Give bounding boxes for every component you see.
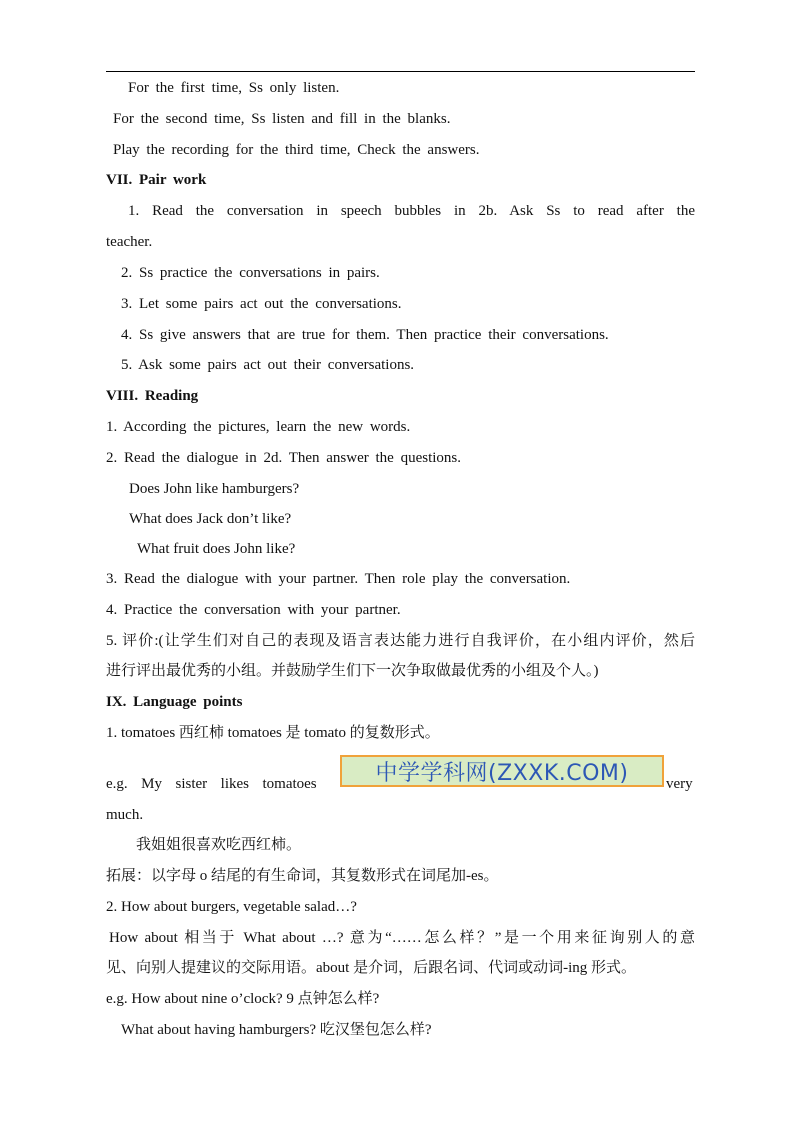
- reading-step-5-cont: 进行评出最优秀的小组。并鼓励学生们下一次争取做最优秀的小组及个人。): [106, 663, 599, 679]
- pair-step-1-cont: teacher.: [106, 234, 153, 250]
- reading-step-5: 5. 评价:(让学生们对自己的表现及语言表达能力进行自我评价，在小组内评价，然后: [106, 633, 695, 649]
- example-translation: 我姐姐很喜欢吃西红柿。: [136, 837, 302, 853]
- header-rule: [106, 71, 695, 72]
- step-first-listen: For the first time, Ss only listen.: [128, 80, 340, 96]
- reading-step-3: 3. Read the dialogue with your partner. Then role play the conversation.: [106, 571, 571, 587]
- how-about-explanation-cont: 见、向别人提建议的交际用语。about 是介词，后跟名词、代词或动词-ing 形式。: [106, 960, 636, 976]
- section-heading-reading: VIII. Reading: [106, 388, 199, 404]
- point-how-about: 2. How about burgers, vegetable salad…?: [106, 899, 357, 915]
- reading-step-4: 4. Practice the conversation with your partner.: [106, 602, 401, 618]
- pair-step-3: 3. Let some pairs act out the conversations.: [121, 296, 402, 312]
- example-what-about: What about having hamburgers? 吃汉堡包怎么样?: [121, 1022, 432, 1038]
- step-third-listen: Play the recording for the third time, Check the answers.: [113, 142, 480, 158]
- question-3: What fruit does John like?: [137, 541, 296, 557]
- reading-step-2: 2. Read the dialogue in 2d. Then answer the questions.: [106, 450, 461, 466]
- how-about-explanation: How about 相当于 What about …? 意为“……怎么样？”是一个用来征询别人的意: [109, 930, 695, 946]
- watermark-logo: 中学学科网(ZXXK.COM): [340, 755, 664, 787]
- example-how-about: e.g. How about nine o’clock? 9 点钟怎么样?: [106, 991, 380, 1007]
- pair-step-1: 1. Read the conversation in speech bubbles in 2b. Ask Ss to read after the: [128, 203, 695, 219]
- pair-step-2: 2. Ss practice the conversations in pairs.: [121, 265, 380, 281]
- section-heading-pair-work: VII. Pair work: [106, 172, 207, 188]
- pair-step-5: 5. Ask some pairs act out their conversations.: [121, 357, 415, 373]
- reading-step-1: 1. According the pictures, learn the new words.: [106, 419, 411, 435]
- example-tomatoes-cont: much.: [106, 807, 144, 823]
- example-tomatoes: e.g. My sister likes tomatoes: [106, 776, 317, 792]
- step-second-listen: For the second time, Ss listen and fill in the blanks.: [113, 111, 451, 127]
- question-1: Does John like hamburgers?: [129, 481, 300, 497]
- section-heading-language-points: IX. Language points: [106, 694, 243, 710]
- example-tomatoes-end: very: [666, 776, 693, 792]
- question-2: What does Jack don’t like?: [129, 511, 292, 527]
- point-tomatoes: 1. tomatoes 西红柿 tomatoes 是 tomato 的复数形式。: [106, 725, 440, 741]
- pair-step-4: 4. Ss give answers that are true for them. Then practice their conversations.: [121, 327, 609, 343]
- extension-note: 拓展：以字母 o 结尾的有生命词，其复数形式在词尾加-es。: [106, 868, 499, 884]
